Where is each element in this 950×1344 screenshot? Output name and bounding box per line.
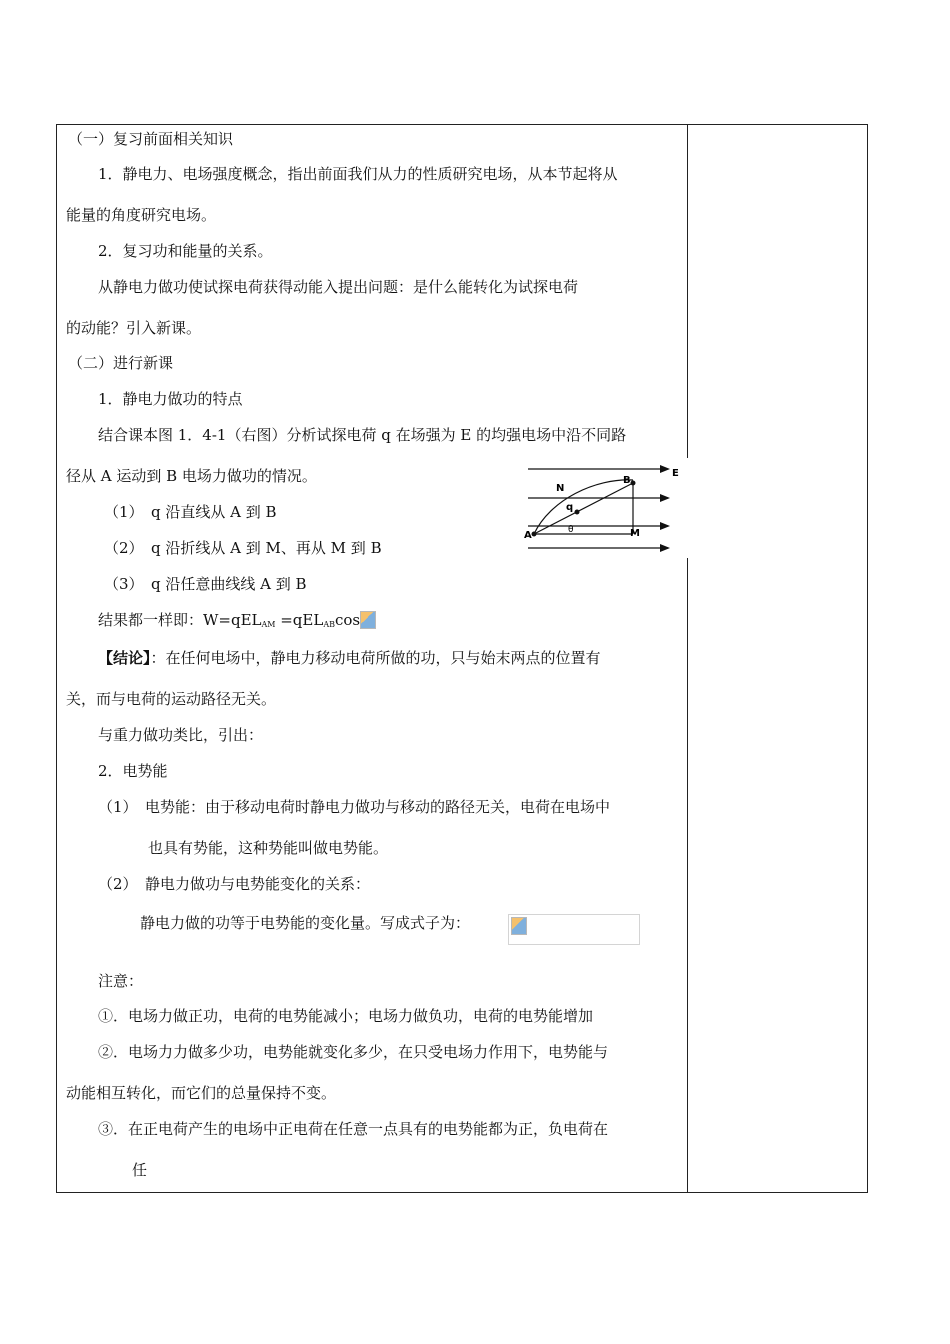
- list-item: （2） 静电力做功与电势能变化的关系：: [98, 875, 371, 893]
- broken-image-icon: [360, 611, 376, 629]
- list-item: （3） q 沿任意曲线线 A 到 B: [104, 575, 307, 593]
- subheading-work-features: 1．静电力做功的特点: [98, 390, 243, 408]
- label-B: B: [623, 475, 631, 486]
- conclusion-text: ：在任何电场中，静电力移动电荷所做的功，只与始末两点的位置有: [150, 649, 601, 667]
- paragraph-line: 与重力做功类比，引出：: [98, 726, 264, 744]
- paragraph-line: 结合课本图 1．4-1（右图）分析试探电荷 q 在场强为 E 的均强电场中沿不同路: [98, 426, 627, 444]
- column-divider: [687, 124, 688, 1193]
- label-theta: θ: [568, 525, 574, 535]
- label-M: M: [630, 528, 640, 539]
- paragraph-line: 能量的角度研究电场。: [66, 206, 217, 224]
- paragraph-line: 任: [132, 1161, 148, 1179]
- paragraph-line: 动能相互转化，而它们的总量保持不变。: [66, 1084, 337, 1102]
- uniform-field-figure: [520, 458, 690, 558]
- conclusion-line: [98, 648, 601, 668]
- formula-text: 结果都一样即：W=qEL: [98, 611, 262, 629]
- paragraph-line: 1．静电力、电场强度概念，指出前面我们从力的性质研究电场，从本节起将从: [98, 165, 618, 183]
- note-item: ②．电场力力做多少功，电势能就变化多少，在只受电场力作用下，电势能与: [98, 1043, 609, 1061]
- paragraph-line: 关，而与电荷的运动路径无关。: [66, 690, 277, 708]
- label-q: q: [566, 502, 574, 513]
- section-heading-new-lesson: （二）进行新课: [68, 354, 174, 372]
- note-item: ①．电场力做正功，电荷的电势能减小；电场力做负功，电荷的电势能增加: [98, 1007, 594, 1025]
- list-item: （1） q 沿直线从 A 到 B: [104, 503, 277, 521]
- formula-text: =qEL: [275, 611, 324, 629]
- paragraph-line: 的动能？引入新课。: [66, 319, 202, 337]
- list-item: （1） 电势能：由于移动电荷时静电力做功与移动的路径无关，电荷在电场中: [98, 798, 611, 816]
- note-heading: 注意：: [98, 972, 144, 990]
- paragraph-line: 静电力做的功等于电势能的变化量。写成式子为：: [140, 914, 471, 932]
- label-E: E: [672, 468, 679, 479]
- paragraph-line: 从静电力做功使试探电荷获得动能入提出问题：是什么能转化为试探电荷: [98, 278, 579, 296]
- formula-text: cos: [334, 611, 361, 629]
- result-formula-line: [98, 610, 376, 635]
- paragraph-line: 2．复习功和能量的关系。: [98, 242, 273, 260]
- paragraph-line: 也具有势能，这种势能叫做电势能。: [148, 839, 389, 857]
- section-heading-review: （一）复习前面相关知识: [68, 130, 234, 148]
- formula-subscript: AB: [323, 620, 335, 629]
- label-A: A: [524, 530, 532, 541]
- note-item: ③．在正电荷产生的电场中正电荷在任意一点具有的电势能都为正，负电荷在: [98, 1120, 609, 1138]
- list-item: （2） q 沿折线从 A 到 M、再从 M 到 B: [104, 539, 382, 557]
- paragraph-line: 径从 A 运动到 B 电场力做功的情况。: [66, 467, 317, 485]
- formula-subscript: AM: [261, 620, 276, 629]
- subheading-potential-energy: 2．电势能: [98, 762, 168, 780]
- conclusion-label: 【结论】: [98, 649, 151, 667]
- formula-image-placeholder: [508, 914, 640, 945]
- label-N: N: [556, 483, 565, 494]
- broken-image-icon: [511, 917, 527, 935]
